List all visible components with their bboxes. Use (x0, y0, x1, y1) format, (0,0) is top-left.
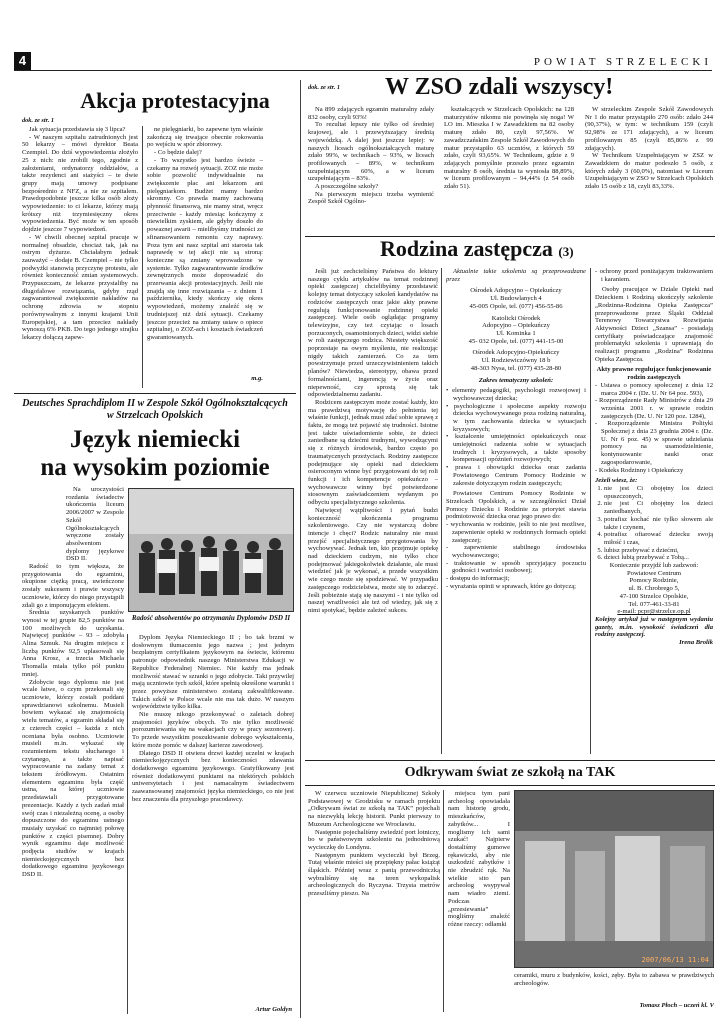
tak-paragraph: Następnie pojechaliśmy zwiedzić port lotniczy, bo w państwowym szkoleniu na jednodniową wycieczkę do Londynu. (308, 828, 440, 851)
rodzina-staff-text: Osoby pracujące w Dziale Opieki nad Dzieckiem i Rodziną ukończyły szkolenie „Rodzinna-Rodzinna Opieka Zastępcza” przeprowadzone przez Śląski Oddział Terenowy Towarzystwa Rozwijania Aktywności Dzieci „Szansa” - posiadają certyfikaty poświadczające znajomość problematyki szkolenia i uprawniają do realizacji programu „Rodzina” Rodzinna Opieka Zastępcza. (595, 286, 713, 363)
right-item: - wyrażania opinii w sprawach, które go dotyczą; (446, 583, 586, 591)
right-item: - dostępu do informacji; (446, 575, 586, 583)
if-item: 5. lubisz przebywać z dziećmi, (604, 547, 713, 555)
rodzina-centers-intro: Aktualnie takie szkolenia są przeprowadzane przez (446, 268, 586, 283)
if-heading: Jeżeli wiesz, że: (595, 477, 638, 485)
center-block (446, 315, 586, 346)
center-line: Katolicki Ośrodek (491, 314, 541, 322)
tak-top-rule (305, 760, 715, 761)
column-divider (443, 790, 444, 1012)
rodzina-part: (3) (558, 244, 574, 259)
akcja-paragraph: - To wszystko jest bardzo świeże – czekamy na rozwój sytuacji. ZOZ nie może sobie pozwolić indywidualnie na zwiększenie płac ani lekarzom ani pielęgniarkom. Budżet mamy bardzo skromny. Co prawda mamy zachowaną płynność finansową, nie mamy strat, wręcz przeciwnie - każdy miesiąc kończymy z niewielkim zyskiem, ale gdyby doszło do powaznej awarii – mielibyśmy trudności ze sfinansowaniem remontu czy naprawy. Poza tym ani nasz szpital ani starosta tak naprawdę w tej akcji nie są stroną: konieczne są zmiany wprowadzone w systemie. Tylko zagwarantowanie środków zewnętrznych może doprowadzić do przerwania akcji protestacyjnych. Jeśli nie znajdą się inne rozwiązania – z dniem 1 października, kiedy skończy się okres wypowiedzeń, możemy znaleźć się w trudniejszej niż dziś sytuacji. Czekamy jeszcze przecież na zmiany ustaw o opiece szpitalnej, o ZOZ-ach i kosztach świadczeń gwarantowanych. (147, 156, 263, 341)
if-item: 1. nie jest Ci obojętny los dzieci opuszczonych, (604, 485, 713, 500)
zso-paragraph: W strzeleckim Zespole Szkół Zawodowych Nr 1 do matur przystąpiło 270 osób: zdało 244 (90,37%), w tym: w technikum 159 (czyli 92,98% ze 171 zdających), a w liceum profilowanym 85 (czyli 85,86% z 99 zdających). (585, 106, 713, 152)
dsd-title-line1: Język niemiecki (69, 426, 241, 453)
right-item: - wychowania w rodzinie, jeśli to nie jest możliwe, zapewnienie opieki w rodzinnych formach opieki zastępczej; (446, 521, 586, 544)
contact-line: Pomocy Rodzinie, (629, 577, 679, 585)
rodzina-col1 (308, 268, 438, 756)
akcja-col2 (147, 126, 263, 372)
law-item: - Rozporządzenie Ministra Polityki Społecznej z dnia 23 grudnia 2004 r. (Dz. U. Nr 6 poz. 45) w sprawie udzielania pomocy na usamodzielnienie, kontynuowanie nauki oraz zagospodarowanie, (595, 420, 713, 466)
dsd-paragraph: Zdobycie tego dyplomu nie jest wcale łatwe, o czym przekonali się uczniowie, którzy zostali poddani sprawdzianowi szkolnemu. Musieli bowiem wykazać się znajomością wielu tematów, a egzamin składał się z czterech części – każda z nich oceniana była osobno. Uczniowie musieli m.in. wykazać się rozumieniem tekstu słuchanego i czytanego, a także napisać wypracowanie na zadany temat z tekstem źródłowym. Ostatnim elementem egzaminu była część ustna, na której uczniowie przedstawiali przygotowane prezentacje. Każdy z tych zadań miał swój czas i niezależną ocenę, a osoby dopuszczone do egzaminu ustnego musiały uzyskać co najmniej połowę punktów z części pisemnej. Dobry wynik egzaminu daje możliwość podjęcia studiów w krajach niemieckojęzycznych bez dodatkowego egzaminu językowego DSD II. (22, 678, 124, 879)
tak-photo-date: 2007/06/13 11:04 (641, 956, 709, 964)
tak-paragraph: miejscu tym pani archeolog opowiadała nam historię grodu, mieszkańców, zabytków... I moglismy ich sami szukać! Najpierw dostaliśmy gumowe rękawiczki, aby nie uszkodzić zabytków i nie zbrudzić rąk. Na wielkie sito pan archeolog wsypywał nam wiadro ziemi. Podczas „przesiewania” mogliśmy znaleźć różne rzeczy: odłamki (448, 790, 510, 928)
rodzina-signature: Irena Brolik (679, 639, 713, 647)
law-item: - Kodeks Rodzinny i Opiekuńczy (595, 467, 713, 475)
tak-title-rule (305, 785, 715, 786)
zso-paragraph: W Technikum Uzupełniającym w ZSZ w Zawadzkiem do matur podeszło 5 osób, z których zdały 3 (60,0%), natomiast w Liceum Uzupełniającym w ZSO w Strzelcach Opolskich zdało 15 osób z 18, czyli 83,33%. (585, 152, 713, 191)
page-number-box (14, 52, 31, 70)
akcja-source: dok. ze str. 1 (22, 117, 55, 124)
akcja-signature: m.g. (251, 375, 263, 382)
rodzina-paragraph: Jeśli już zechcieliśmy Państwa do lektury naszego cyklu artykułów na temat rodzinnej opieki zastępczej chcielibyśmy przedstawić kolejny temat dotyczący szkoleń kandydatów na rodziców zastępczych oraz jakie akty prawne regulują funkcjonowanie rodzinnej opieki zastępczej. Wiele osób oglądając programy telewizyjne, czy też czytając o losach porzuconych, osamotnionych dzieci, widzi siebie w roli zastępczego rodzica. Niestety większość poprzestaje na owym myśleniu, nie realizując nigdy takich zamierzeń. Co za tem powstrzymuje przed urzeczywistnieniem takich planów? Niewiedza, stereotypy, obawa przed formalnościami, ingerencją w życie oraz niepewność, czy sprostą się tak odpowiedzialnemu zadaniu. (308, 268, 438, 399)
zso-col2 (444, 106, 574, 234)
if-item: 4. potrafisz ofiarować dziecku swoją miłość i czas, (604, 531, 713, 546)
running-title: POWIAT STRZELECKI (533, 56, 712, 68)
zso-paragraph: Na 899 zdających egzamin maturalny zdały 832 osoby, czyli 93%! (308, 106, 434, 121)
center-block (446, 287, 586, 310)
center-line: Adopcyjno – Opiekuńczy (482, 322, 550, 330)
rights-list (446, 521, 586, 590)
graduates-photo-icon (129, 489, 293, 611)
if-item: 2. nie jest Ci obojętny los dzieci zaniedbanych, (604, 500, 713, 515)
contact-line: Tel. 077-461-33-81 (628, 600, 680, 608)
akcja-col1 (22, 126, 138, 390)
tak-paragraph: W czerwcu uczniowie Niepublicznej Szkoły Podstawowej w Grodzisku w ramach projektu „Odkrywam świat ze szkołą na TAK” pojechali na niezwykłą lekcję historii. Punkt pierwszy to Muzeum Archeologiczne we Wrocławiu. (308, 790, 440, 828)
center-line: Ośrodek Adopcyjno-Opiekuńczy (472, 349, 560, 357)
akcja-paragraph: - W chwili obecnej szpital pracuje w normalnej obsadzie, chociaż tak, jak na ostrym dyżurze. Chciałabym jednak zauważyć – dodaje B. Czempiel – nie tylko podwyżki stanowią przyczynę protestu, ale również konieczność zmian systemowych. Przypuszczam, że lekarze przystaliby na długofalowe rozwiązania, gdyby rząd zagwarantował zwiększenie nakładów na ochronę zdrowia w stopniu porównywalnym z innymi krajami Unii Europejskiej, a tam przeciez nakłady wynoszą 6% PKB. Do tego jednego strajku lekarzy dołączą zapew- (22, 233, 138, 341)
right-item: - zapewnienie stabilnego środowiska wychowawczego; (446, 544, 586, 559)
column-divider (441, 268, 442, 754)
tak-signature: Tomasz Płoch – uczeń kl. V (639, 1002, 714, 1009)
zso-paragraph: kształcących w Strzelcach Opolskich: na 128 maturzystów nikomu nie powinęła się noga! W LO im. Mieszka I w Zawadzkiem na 82 osoby maturę zdało 80, czyli 97,56%. W zawadzczańskim Zespole Szkół Zawodowych do matur przystąpiło 63 uczniów, z których 59 zdało, czyli 93,65%. W Technikum, gdzie z 9 zdających pomyślnie przeszło przez egzamin maturalny 8 osób, średnia ta wyniosła 88,89%, w liceum profilowanym – 94,44% (z 54 osób zdało 51). (444, 106, 574, 191)
akcja-title: Akcja protestacyjna (80, 88, 270, 113)
section-divider (300, 80, 301, 1018)
akcja-paragraph: Jak sytuacja przedstawia się 3 lipca? (29, 126, 126, 133)
center-block (446, 349, 586, 372)
topic-item: • kształcenie umiejętności opiekuńczych oraz umiejętności radzenia sobie w sytuacjach trudnych i kryzysowych, a także sposoby kompensacji opóźnień rozwojowych; (446, 433, 586, 464)
dsd-paragraph: Dlatego DSD II otwiera drzwi każdej uczelni w krajach niemieckojęzycznych bez konieczności zdawania dodatkowego egzaminu językowego. Gratyfikowany jest również dodatkowymi punktami na niektórych polskich uniwersytetach i jest namacalnym świadectwem zaawansowanej znajomości języka niemieckiego, co nie jest bez znaczenia dla przyszłego pracodawcy. (132, 749, 294, 803)
center-line: 45- 032 Opole, tel. (077) 441-15-00 (468, 337, 564, 345)
dsd-kicker: Deutsches Sprachdiplom II w Zespole Szkół Ogólnokształcących w Strzelcach Opolskich (22, 398, 288, 421)
center-line: Ul. Kominka 1 (496, 329, 536, 337)
zso-source: dok. ze str. 1 (308, 84, 341, 91)
zso-paragraph: A poszczególne szkoły? (315, 183, 379, 191)
rodzina-closing: Kolejny artykuł już w następnym wydaniu gazety, m.in. wysokość świadczeń dla rodziny zastępczej. (595, 615, 713, 639)
if-list (595, 485, 713, 562)
header-rule (14, 70, 712, 71)
dsd-paragraph: Nie muszę nikogo przekonywać o zaletach dobrej znajomości języków obcych. To nie tylko możliwość porozumiewania się na wakacjach czy w pracy sezonowej. To przede wszystkim poszukiwanie dobrego wykształcenia, które może pomóc w dalszej karierze zawodowej. (132, 711, 294, 749)
dsd-paragraph: Radość to tym większa, że przygotowania do egzaminu, okupione ciężką pracą, uwieńczone zostały sukcesem i prawie wszyscy uczniowie, którzy do niego przystąpili zdali go z imponującym efektem. (22, 563, 124, 609)
museum-photo-icon (515, 791, 713, 967)
zso-col1 (308, 106, 434, 234)
contact-email[interactable]: e-mail: pcpr@strzelce.op.pl (617, 608, 691, 616)
law-item: - Ustawa o pomocy społecznej z dnia 12 marca 2004 r. (Dz. U. Nr 64 poz. 593), (595, 382, 713, 397)
tak-photo (514, 790, 714, 968)
tak-col2 (448, 790, 510, 1012)
center-line: 48-303 Nysa, tel. (077) 435-28-80 (470, 364, 562, 372)
zso-title: W ZSO zdali wszyscy! (385, 74, 614, 100)
tak-title: Odkrywam świat ze szkołą na TAK (404, 765, 616, 780)
tak-paragraph: ceramiki, muru z budynków, kości, zęby. Była to zabawa w prawdziwych archeologów. (514, 972, 714, 987)
dsd-paragraph: Na uroczystości rozdania świadectw ukończenia liceum 2006/2007 w Zespole Szkół Ogólnokształcących wręczone zostały absolwentom dyplomy językowe DSD II. (66, 486, 124, 563)
contact-intro: Koniecznie przyjdź lub zadzwoń: (609, 562, 699, 570)
akcja-paragraph: - W naszym szpitalu zatrudnionych jest 50 lekarzy – mówi dyrektor Beata Czempiel. Do dziś wypowiedzenia złożyło 25 z nich: nie zrobili tego, zgodnie z założeniami, ordynatorzy oddziałów, a także rezydenci ani stażyści – te dwie grupy mają umowy podpisane bezpośrednio z NFZ, a nie ze szpitalem. Prawdopodobnie jeszcze kilka osób złoży wypowiedzenie: to ci lekarze, którzy mają krótszy niż trzymiesięczny okres wypowiedzenia. Być może w ten sposób dojdzie jeszcze 7 wypowiedzeń. (22, 133, 138, 234)
tak-col1 (308, 790, 440, 1012)
zso-paragraph: To rezultat lepszy nie tylko od średniej krajowej, ale i przewyższający średnią wojewódzką. A dalej jest jeszcze lepiej: w naszych liceach ogólnokształcących maturę zdało 99%, w technikach – 93%, w liceach profilowanych – 89%, w technikum uzupełniającym 60%, a w liceum uzupełniającym – 83%. (308, 121, 434, 183)
contact-block (595, 570, 713, 616)
rights-list-cont (595, 268, 713, 283)
law-heading: Akty prawne regulujące funkcjonowanie rodzin zastępczych (596, 366, 712, 382)
center-line: 45-005 Opole, tel. (077) 456-55-86 (469, 302, 563, 310)
contact-line: ul. B. Chrobrego 5, (628, 585, 680, 593)
topics-list (446, 387, 586, 487)
rodzina-paragraph: Rodzicem zastępczym może zostać każdy, kto ma prawdziwą motywację do pełnienia tej właśnie funkcji, jednak musi zdać sobie sprawę z faktu, że mogą też pojawić się trudności. Istotne jest także uświadomienie sobie, że dzieci zaniedbane są dziećmi trudnymi, wywodzącymi się z różnych środowisk, bardzo często po traumatycznych przeżyciach. Rodziny zastępcze podejmujące się opieki nad dzieckiem osieroconym winne być przygotowani do tej roli funkcji i ich kompetencje opiekuńczo – wychowawcze winny być potwierdzone stosownym zaświadczeniem wydanym po odbyciu specjalistycznego szkolenia. (308, 398, 438, 507)
right-item: - traktowanie w sposób sprzyjający poczuciu godności i wartości osobowej; (446, 560, 586, 575)
law-list (595, 382, 713, 474)
zso-paragraph: Na pierwszym miejscu trzeba wymienić Zespół Szkół Ogólno- (308, 190, 434, 206)
rodzina-col3 (595, 268, 713, 756)
rodzina-title-wrap (380, 236, 710, 262)
zso-col3 (585, 106, 713, 234)
page-number: 4 (18, 53, 27, 68)
column-divider (142, 126, 143, 388)
contact-line: 47-100 Strzelce Opolskie, (619, 592, 689, 600)
dsd-col1 (22, 486, 124, 1016)
topic-item: • prawa i obowiązki dziecka oraz zadania Powiatowego Centrum Pomocy Rodzinie w zakresie dotyczącym rodzin zastępczych; (446, 464, 586, 487)
topics-heading: Zakres tematyczny szkoleń: (478, 377, 554, 385)
akcja-paragraph: ne pielęgniarki, bo zapewne tym właśnie zakończą się trwające obecnie rokowania po wejściu w spór zbiorowy. (147, 126, 263, 149)
tak-paragraph: Następnym punktem wycieczki był Brzeg. Tutaj właśnie mieści się przepiękny pałac książąt śląskich. Później wraz z panią przewodniczką wybraliśmy się na teren wykopalisk archeologicznych do Ryczyna. Trzysta metrów przeszliśmy pieszo. Na (308, 851, 440, 898)
dsd-title-line2: na wysokim poziomie (40, 454, 270, 481)
dsd-paragraph: Średnia uzyskanych punktów wynosi w tej grupie 82,5 punktów na 100 możliwych do uzyskania. Najwięcej punktów – 93 – zdobyła Alina Szmuk. Na drugim miejscu z liczbą punktów 92,5 uplasowali się Anna Krosz, a trzecia Michaela Thomalla miała tylko pół punktu mniej. (22, 609, 124, 678)
rodzina-paragraph: Najwięcej wątpliwości i pytań budzi konieczność ukończenia programu szkoleniowego. Czy nie wystarczą dobre intencje i chęci? Rodzic naturalny nie musi przejść specjalistycznego przygotowania by wychowywać. Jednak ten, kto przejmuje opiekę nad dzieckiem cudzym, nie tylko chce podejmować jakiegokolwiek działanie, ale musi wiedzieć jak je wykonać, a przede wszystkim wie czego może się spodziewać. W przypadku zastępczego rodzicielstwa, może się to zdarzyć. Jeśli pobieżnie stają się naszymi - i nie tylko od naszej wrażliwości ale też od wiedzy, jak się z nimi spotykać, będzie zależeć sukces. (308, 506, 438, 614)
center-line: Ul. Budowlanych 4 (490, 295, 542, 303)
rodzina-col2 (446, 268, 586, 756)
topic-item: • elementy pedagogiki, psychologii rozwojowej i wychowawczej dziecka; (446, 387, 586, 402)
center-line: Ośrodek Adopcyjno – Opiekuńczy (470, 287, 562, 295)
dsd-paragraph: Dyplom Języka Niemieckiego II ; bo tak brzmi w dosłownym tłumaczeniu jego nazwa ; jest jednym bezpłatnym certyfikatem językowym na świecie, któremu patronuje odpowiednik naszego Ministerstwa Edukacji w Republice Federalnej Niemiec. Nie każdy ma jednak możliwość stawać w szranki o jego zdobycie. Taki przywilej mają uczniowie tych szkół, które spełnią określone warunki i przez powyższe ministerstwo zostaną zakwalifikowane. Takich szkół w Polsce wcale nie ma tak dużo. W naszym województwie tylko kilka. (132, 634, 294, 711)
topic-item: • psychologiczne i społeczne aspekty rozwoju dziecka wychowywanego poza rodziną naturalną, w tym zachowania dziecka w sytuacjach kryzysowych; (446, 403, 586, 434)
dsd-signature: Artur Goldyn (255, 1006, 292, 1013)
tak-col3 (514, 972, 714, 998)
contact-line: Powiatowe Centrum (626, 569, 682, 577)
if-item: 3. potrafisz kochać nie tylko słowem ale także i czynem, (604, 516, 713, 531)
dsd-photo-caption: Radość absolwentów po otrzymaniu Dyplomów DSD II (131, 614, 291, 622)
akcja-paragraph: - Co będzie dalej? (154, 149, 202, 157)
dsd-photo (128, 488, 294, 612)
dsd-top-rule (14, 393, 296, 394)
column-divider (590, 268, 591, 754)
rodzina-title: Rodzina zastępcza (380, 236, 553, 261)
pcpr-text: Powiatowe Centrum Pomocy Rodzinie w Strzelcach Opolskich, a w szczególności Dział Pomocy Dziecku i Rodzinie za priorytet stawia podmiotowość dziecka oraz jego prawo do: (446, 490, 586, 521)
right-item: - ochrony przed poniżającym traktowaniem i karaniem. (595, 268, 713, 283)
column-divider (127, 634, 128, 1014)
center-line: Ul. Rodziewiczówny 18 b (481, 357, 551, 365)
if-item: 6. dzieci lubią przebywać z Tobą... (604, 554, 713, 562)
law-item: - Rozporządzenie Rady Ministrów z dnia 29 września 2001 r. w sprawie rodzin zastępczych (Dz. U. Nr 120 poz. 1284), (595, 397, 713, 420)
dsd-col2 (132, 634, 294, 1006)
